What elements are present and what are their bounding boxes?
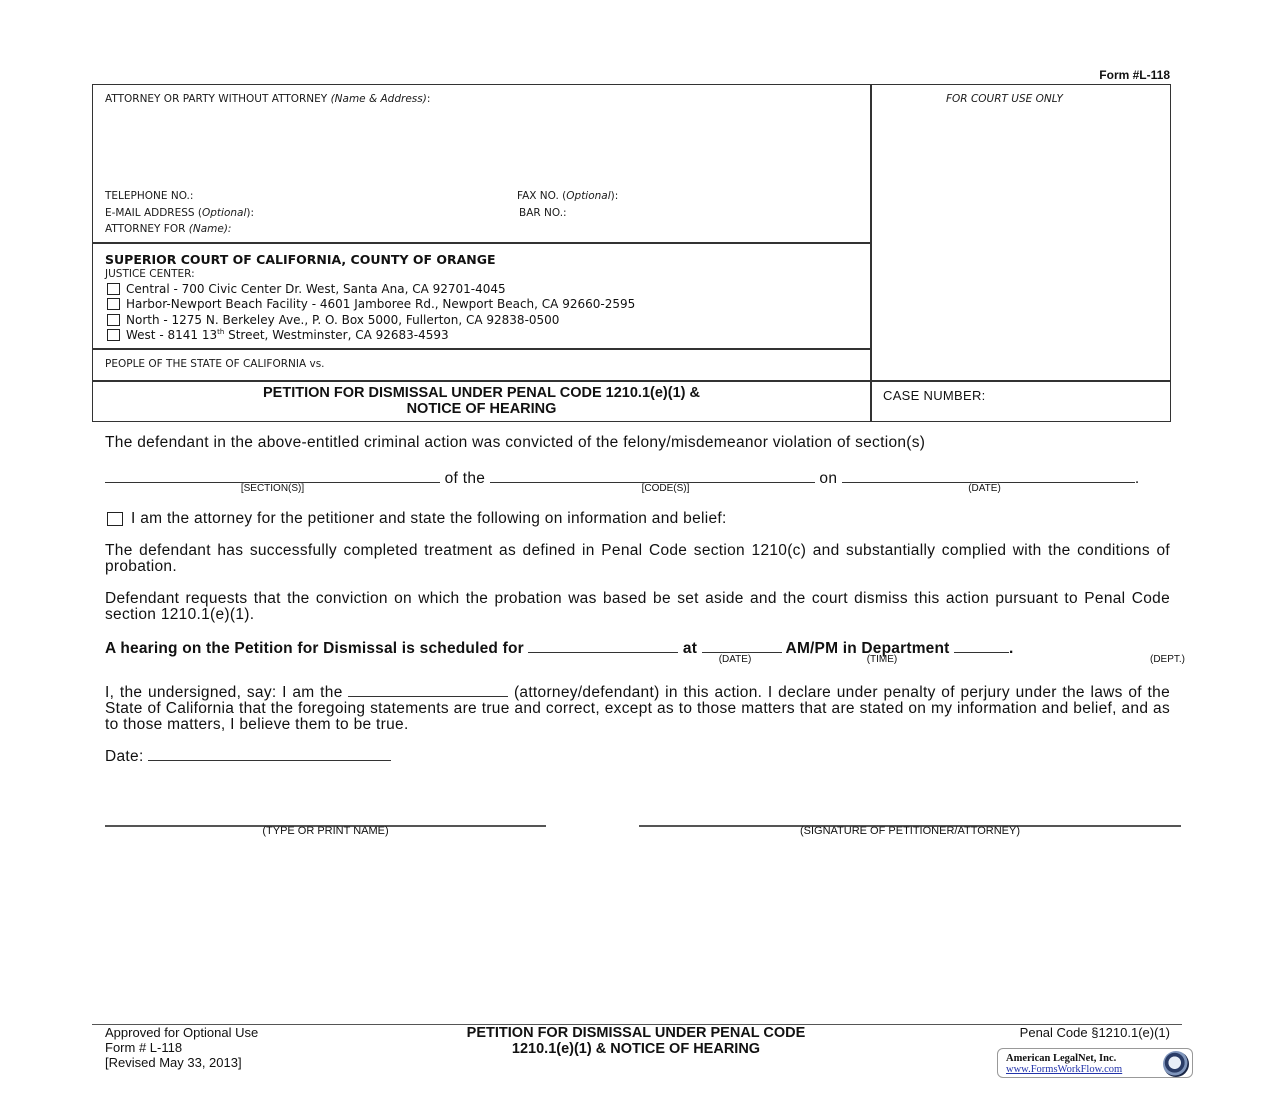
attorney-checkbox[interactable] [107,512,123,526]
divider [92,380,1171,382]
location-label: West - 8141 13th Street, Westminster, CA 92683-4593 [126,328,449,343]
location-label: North - 1275 N. Berkeley Ave., P. O. Box 5000, Fullerton, CA 92838-0500 [126,312,560,327]
treatment-paragraph: The defendant has successfully completed treatment as defined in Penal Code section 1210(c) and substantially complied with the conditions of probation. [105,542,1170,575]
hearing-time-caption: (TIME) [866,654,898,665]
hearing-date-field[interactable] [528,638,678,653]
declaration-paragraph: I, the undersigned, say: I am the (attorney/defendant) in this action. I declare under penalty of perjury under the laws of the State of California that the foregoing statements are true and correct, except as to those matters that are stated on my information and belief, and as to those matters, I believe them to be true. [105,684,1170,733]
print-name-caption: (TYPE OR PRINT NAME) [262,825,389,837]
people-label: PEOPLE OF THE STATE OF CALIFORNIA vs. [105,358,325,370]
conviction-intro: The defendant in the above-entitled criminal action was convicted of the felony/misdemeanor violation of section(s) [105,434,926,451]
location-label: Harbor-Newport Beach Facility - 4601 Jamboree Rd., Newport Beach, CA 92660-2595 [126,297,636,312]
caption-divider [870,84,872,422]
date-line: Date: [105,746,391,765]
case-number-label: CASE NUMBER: [883,388,986,403]
section-field[interactable] [105,468,440,483]
case-number-field[interactable] [880,403,1165,419]
telephone-field[interactable] [220,188,500,203]
form-number: Form #L-118 [1099,68,1170,82]
fax-field[interactable] [650,188,860,203]
hearing-department-field[interactable] [954,638,1009,653]
divider [92,348,871,350]
divider [92,242,871,244]
signature-caption: (SIGNATURE OF PETITIONER/ATTORNEY) [799,825,1020,837]
attorney-name-address-field[interactable] [104,110,864,185]
section-caption: [SECTION(S)] [240,483,305,494]
location-option-harbor [107,297,635,313]
date-caption: (DATE) [968,483,1001,494]
footer-penal-code: Penal Code §1210.1(e)(1) [1019,1025,1170,1040]
conviction-line: of the on . [105,468,1139,487]
telephone-label: TELEPHONE NO.: [105,190,194,202]
checkbox[interactable] [107,298,120,310]
defendant-name-field[interactable] [345,355,860,371]
attorney-for-field[interactable] [270,221,860,236]
conviction-date-field[interactable] [842,468,1135,483]
attorney-statement [107,511,727,527]
signature-date-field[interactable] [148,746,391,761]
court-name: SUPERIOR COURT OF CALIFORNIA, COUNTY OF ORANGE [105,252,496,267]
email-label: E-MAIL ADDRESS (Optional): [105,207,255,219]
attorney-checkbox-label: I am the attorney for the petitioner and state the following on information and belief: [131,510,727,527]
location-option-central [107,281,635,297]
footer-form-info: Approved for Optional Use Form # L-118 [Revised May 33, 2013] [105,1025,259,1070]
fax-label: FAX NO. (Optional): [517,190,619,202]
checkbox[interactable] [107,329,120,341]
logo-url-link[interactable]: www.FormsWorkFlow.com [1006,1064,1123,1075]
hearing-date-caption: (DATE) [718,654,752,665]
location-option-north [107,312,635,328]
attorney-for-label: ATTORNEY FOR (Name): [105,223,232,235]
form-title: PETITION FOR DISMISSAL UNDER PENAL CODE 1210.1(e)(1) & NOTICE OF HEARING [263,385,700,417]
checkbox[interactable] [107,283,120,295]
globe-icon [1163,1051,1189,1077]
justice-center-label: JUSTICE CENTER: [105,268,195,280]
code-field[interactable] [490,468,815,483]
location-option-west [107,328,635,344]
code-caption: [CODE(S)] [641,483,690,494]
justice-center-options [107,281,635,343]
footer-title: PETITION FOR DISMISSAL UNDER PENAL CODE 1210.1(e)(1) & NOTICE OF HEARING [466,1025,806,1057]
location-label: Central - 700 Civic Center Dr. West, Santa Ana, CA 92701-4045 [126,281,506,296]
role-field[interactable] [348,682,508,697]
bar-number-label: BAR NO.: [519,207,567,219]
court-use-label: FOR COURT USE ONLY [946,93,1063,105]
request-paragraph: Defendant requests that the conviction on which the probation was based be set aside and the court dismiss this action pursuant to Penal Code section 1210.1(e)(1). [105,590,1170,623]
checkbox[interactable] [107,314,120,326]
hearing-dept-caption: (DEPT.) [1150,654,1185,665]
american-legalnet-logo[interactable] [997,1048,1193,1078]
email-field[interactable] [298,205,508,220]
hearing-line: A hearing on the Petition for Dismissal is scheduled for at AM/PM in Department . [105,640,1014,657]
bar-number-field[interactable] [582,205,852,220]
attorney-label: ATTORNEY OR PARTY WITHOUT ATTORNEY (Name & Address): [105,93,431,105]
hearing-time-field[interactable] [702,638,782,653]
logo-company: American LegalNet, Inc. [1006,1053,1117,1064]
